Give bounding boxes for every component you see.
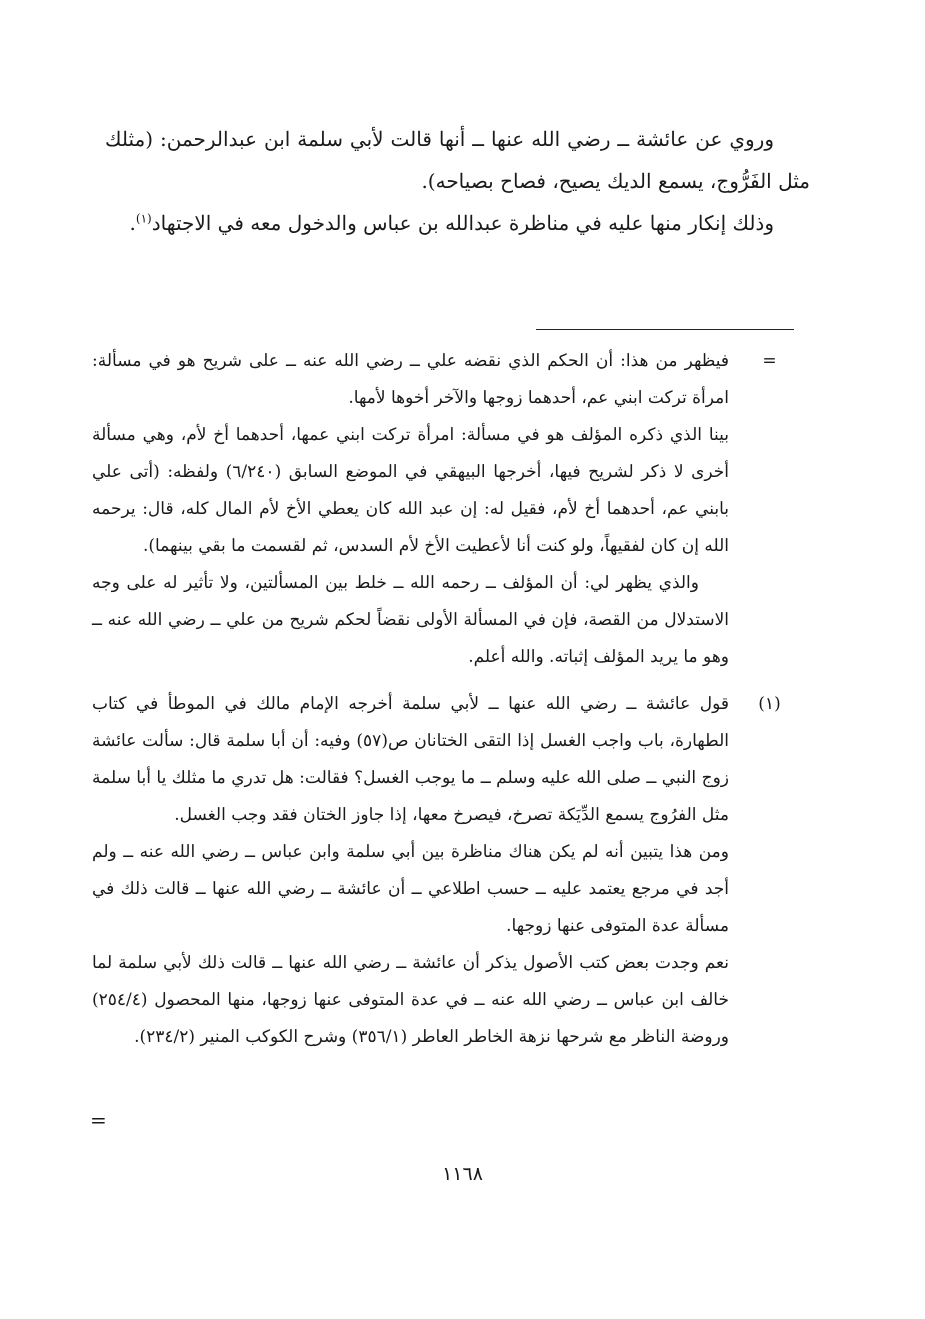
- footnote-paragraph: والذي يظهر لي: أن المؤلف ــ رحمه الله ــ خلط بين المسألتين، ولا تأثير له على وجه الاستدلال من القصة، فإن في المسألة الأولى نقضاً لحكم شريح من علي ــ رضي الله عنه ــ وهو ما يريد المؤلف إثباته. والله أعلم.: [92, 573, 729, 667]
- footnotes-section: [92, 343, 792, 1056]
- footnote-separator: [536, 329, 794, 330]
- footnote-paragraph: ومن هذا يتبين أنه لم يكن هناك مناظرة بين أبي سلمة وابن عباس ــ رضي الله عنه ــ ولم أجد في مرجع يعتمد عليه ــ حسب اطلاعي ــ أن عائشة ــ رضي الله عنها ــ قالت ذلك في مسألة عدة المتوفى عنها زوجها.: [92, 842, 729, 936]
- page-number: ١١٦٨: [442, 1163, 483, 1185]
- continuation-marker: =: [762, 351, 777, 371]
- main-paragraph: وروي عن عائشة ــ رضي الله عنها ــ أنها قالت لأبي سلمة ابن عبدالرحمن: (مثلك مثل الفَرُّوج، يسمع الديك يصيح، فصاح بصياحه).: [105, 127, 810, 193]
- footnote-paragraph: نعم وجدت بعض كتب الأصول يذكر أن عائشة ــ رضي الله عنها ــ قالت ذلك لأبي سلمة لما خالف ابن عباس ــ رضي الله عنه ــ في عدة المتوفى عنها زوجها، منها المحصول (٢٥٤/٤) وروضة الناظر مع شرحها نزهة الخاطر العاطر (٣٥٦/١) وشرح الكوكب المنير (٢٣٤/٢).: [92, 953, 729, 1047]
- continuation-marker-bottom: =: [90, 1108, 107, 1132]
- sentence-end: .: [129, 211, 136, 235]
- main-paragraph-text: وذلك إنكار منها عليه في مناظرة عبدالله بن عباس والدخول معه في الاجتهاد: [151, 211, 774, 235]
- footnote-paragraph: قول عائشة ــ رضي الله عنها ــ لأبي سلمة أخرجه الإمام مالك في الموطأ في كتاب الطهارة، باب واجب الغسل إذا التقى الختانان ص(٥٧) وفيه: أن أبا سلمة قال: سألت عائشة زوج النبي ــ صلى الله عليه وسلم ــ ما يوجب الغسل؟ فقالت: هل تدري ما مثلك يا أبا سلمة مثل الفرُوج يسمع الدِّيَكة تصرخ، فيصرخ معها، إذا جاوز الختان فقد وجب الغسل.: [92, 694, 729, 825]
- footnote-paragraph: فيظهر من هذا: أن الحكم الذي نقضه علي ــ رضي الله عنه ــ على شريح هو في مسألة: امرأة تركت ابني عم، أحدهما زوجها والآخر أخوها لأمها.: [92, 351, 729, 408]
- footnote-1: [92, 686, 792, 1056]
- footnote-continuation: [92, 343, 792, 676]
- main-paragraph: [105, 202, 810, 244]
- main-text: [105, 118, 810, 244]
- footnote-paragraph: بينا الذي ذكره المؤلف هو في مسألة: امرأة تركت ابني عمها، أحدهما أخ لأم، وهي مسألة أخرى لا ذكر لشريح فيها، أخرجها البيهقي في الموضع السابق (٦/٢٤٠) ولفظه: (أتى علي بابني عم، أحدهما أخ لأم، فقيل له: إن عبد الله كان يعطي الأخ لأم المال كله، قال: يرحمه الله إن كان لفقيهاً، ولو كنت أنا لأعطيت الأخ لأم السدس، ثم لقسمت ما بقي بينهما).: [92, 425, 729, 556]
- footnote-reference[interactable]: (١): [135, 211, 152, 226]
- footnote-number: (١): [758, 694, 781, 714]
